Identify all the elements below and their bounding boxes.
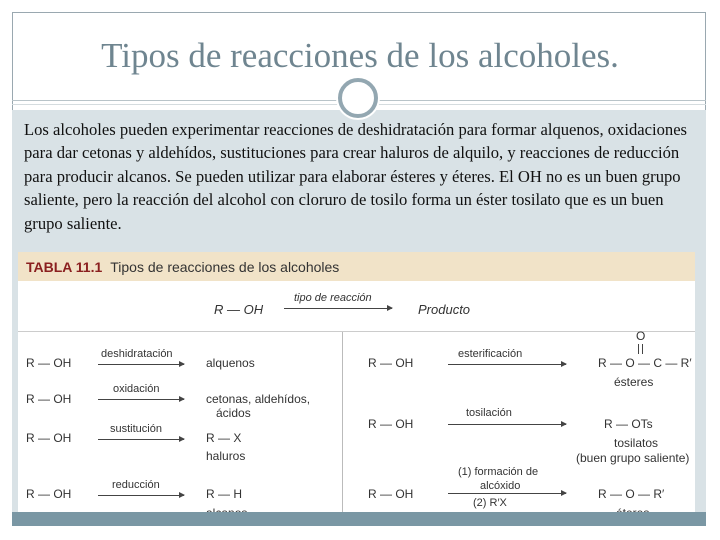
table-caption (26, 259, 339, 275)
row-product: R — OTs (604, 417, 653, 431)
row-reactant: R — OH (368, 356, 414, 370)
scheme-reaction-type: tipo de reacción (294, 292, 372, 304)
slide-title: Tipos de reacciones de los alcoholes. (101, 36, 619, 75)
row-product-secondary: haluros (206, 449, 246, 463)
row-product: R — O — R′ (598, 487, 665, 501)
row-reactant: R — OH (26, 392, 72, 406)
reaction-table (18, 252, 695, 524)
row-reaction: tosilación (466, 407, 512, 419)
table-label: TABLA 11.1 (26, 259, 103, 275)
row-reaction: deshidratación (101, 348, 173, 360)
scheme-arrow-icon (284, 308, 392, 309)
table-header (18, 252, 695, 281)
row-reactant: R — OH (26, 431, 72, 445)
table-row-divider (18, 331, 695, 332)
row-reactant: R — OH (368, 417, 414, 431)
scheme-reactant: R — OH (214, 302, 264, 317)
circle-ornament-icon (338, 78, 378, 118)
row-product: R — O — C — R′ (598, 356, 692, 370)
double-bond-icon (638, 344, 639, 354)
reaction-arrow-icon (98, 439, 184, 440)
row-reaction: esterificación (458, 348, 523, 360)
row-product-secondary: ésteres (614, 375, 654, 389)
reaction-arrow-icon (448, 493, 566, 494)
reaction-arrow-icon (98, 364, 184, 365)
row-product-secondary: ácidos (216, 406, 251, 420)
bottom-accent-bar (12, 512, 706, 526)
reaction-arrow-icon (448, 424, 566, 425)
table-title: Tipos de reacciones de los alcoholes (110, 259, 340, 275)
row-reaction: oxidación (113, 383, 160, 395)
row-product: R — H (206, 487, 242, 501)
slide-body-text: Los alcoholes pueden experimentar reacciones de deshidratación para formar alquenos, oxidaciones para dar cetonas y aldehídos, sustituciones para crear haluros de alquilo, y reacciones de reducción para producir alcanos. Se pueden utilizar para elaborar ésteres y éteres. El OH no es un buen grupo saliente, pero la reacción del alcohol con cloruro de tosilo forma un éster tosilato que es un buen grupo saliente. (24, 120, 688, 233)
row-product-tertiary: (buen grupo saliente) (576, 451, 690, 465)
row-reaction: (1) formación de (458, 466, 539, 478)
row-reaction: reducción (112, 479, 160, 491)
table-column-divider (342, 332, 343, 524)
row-product: alquenos (206, 356, 255, 370)
scheme-product: Producto (418, 302, 471, 317)
row-reactant: R — OH (26, 487, 72, 501)
row-product-secondary: tosilatos (614, 436, 659, 450)
carbonyl-oxygen: O (636, 329, 646, 343)
row-reaction-tertiary: (2) R′X (473, 497, 507, 509)
row-product: cetonas, aldehídos, (206, 392, 311, 406)
reaction-arrow-icon (98, 399, 184, 400)
row-reaction: sustitución (110, 423, 162, 435)
double-bond-icon (642, 344, 643, 354)
row-product: R — X (206, 431, 242, 445)
reaction-arrow-icon (448, 364, 566, 365)
row-reaction-secondary: alcóxido (480, 480, 521, 492)
row-reactant: R — OH (368, 487, 414, 501)
reaction-arrow-icon (98, 495, 184, 496)
row-reactant: R — OH (26, 356, 72, 370)
